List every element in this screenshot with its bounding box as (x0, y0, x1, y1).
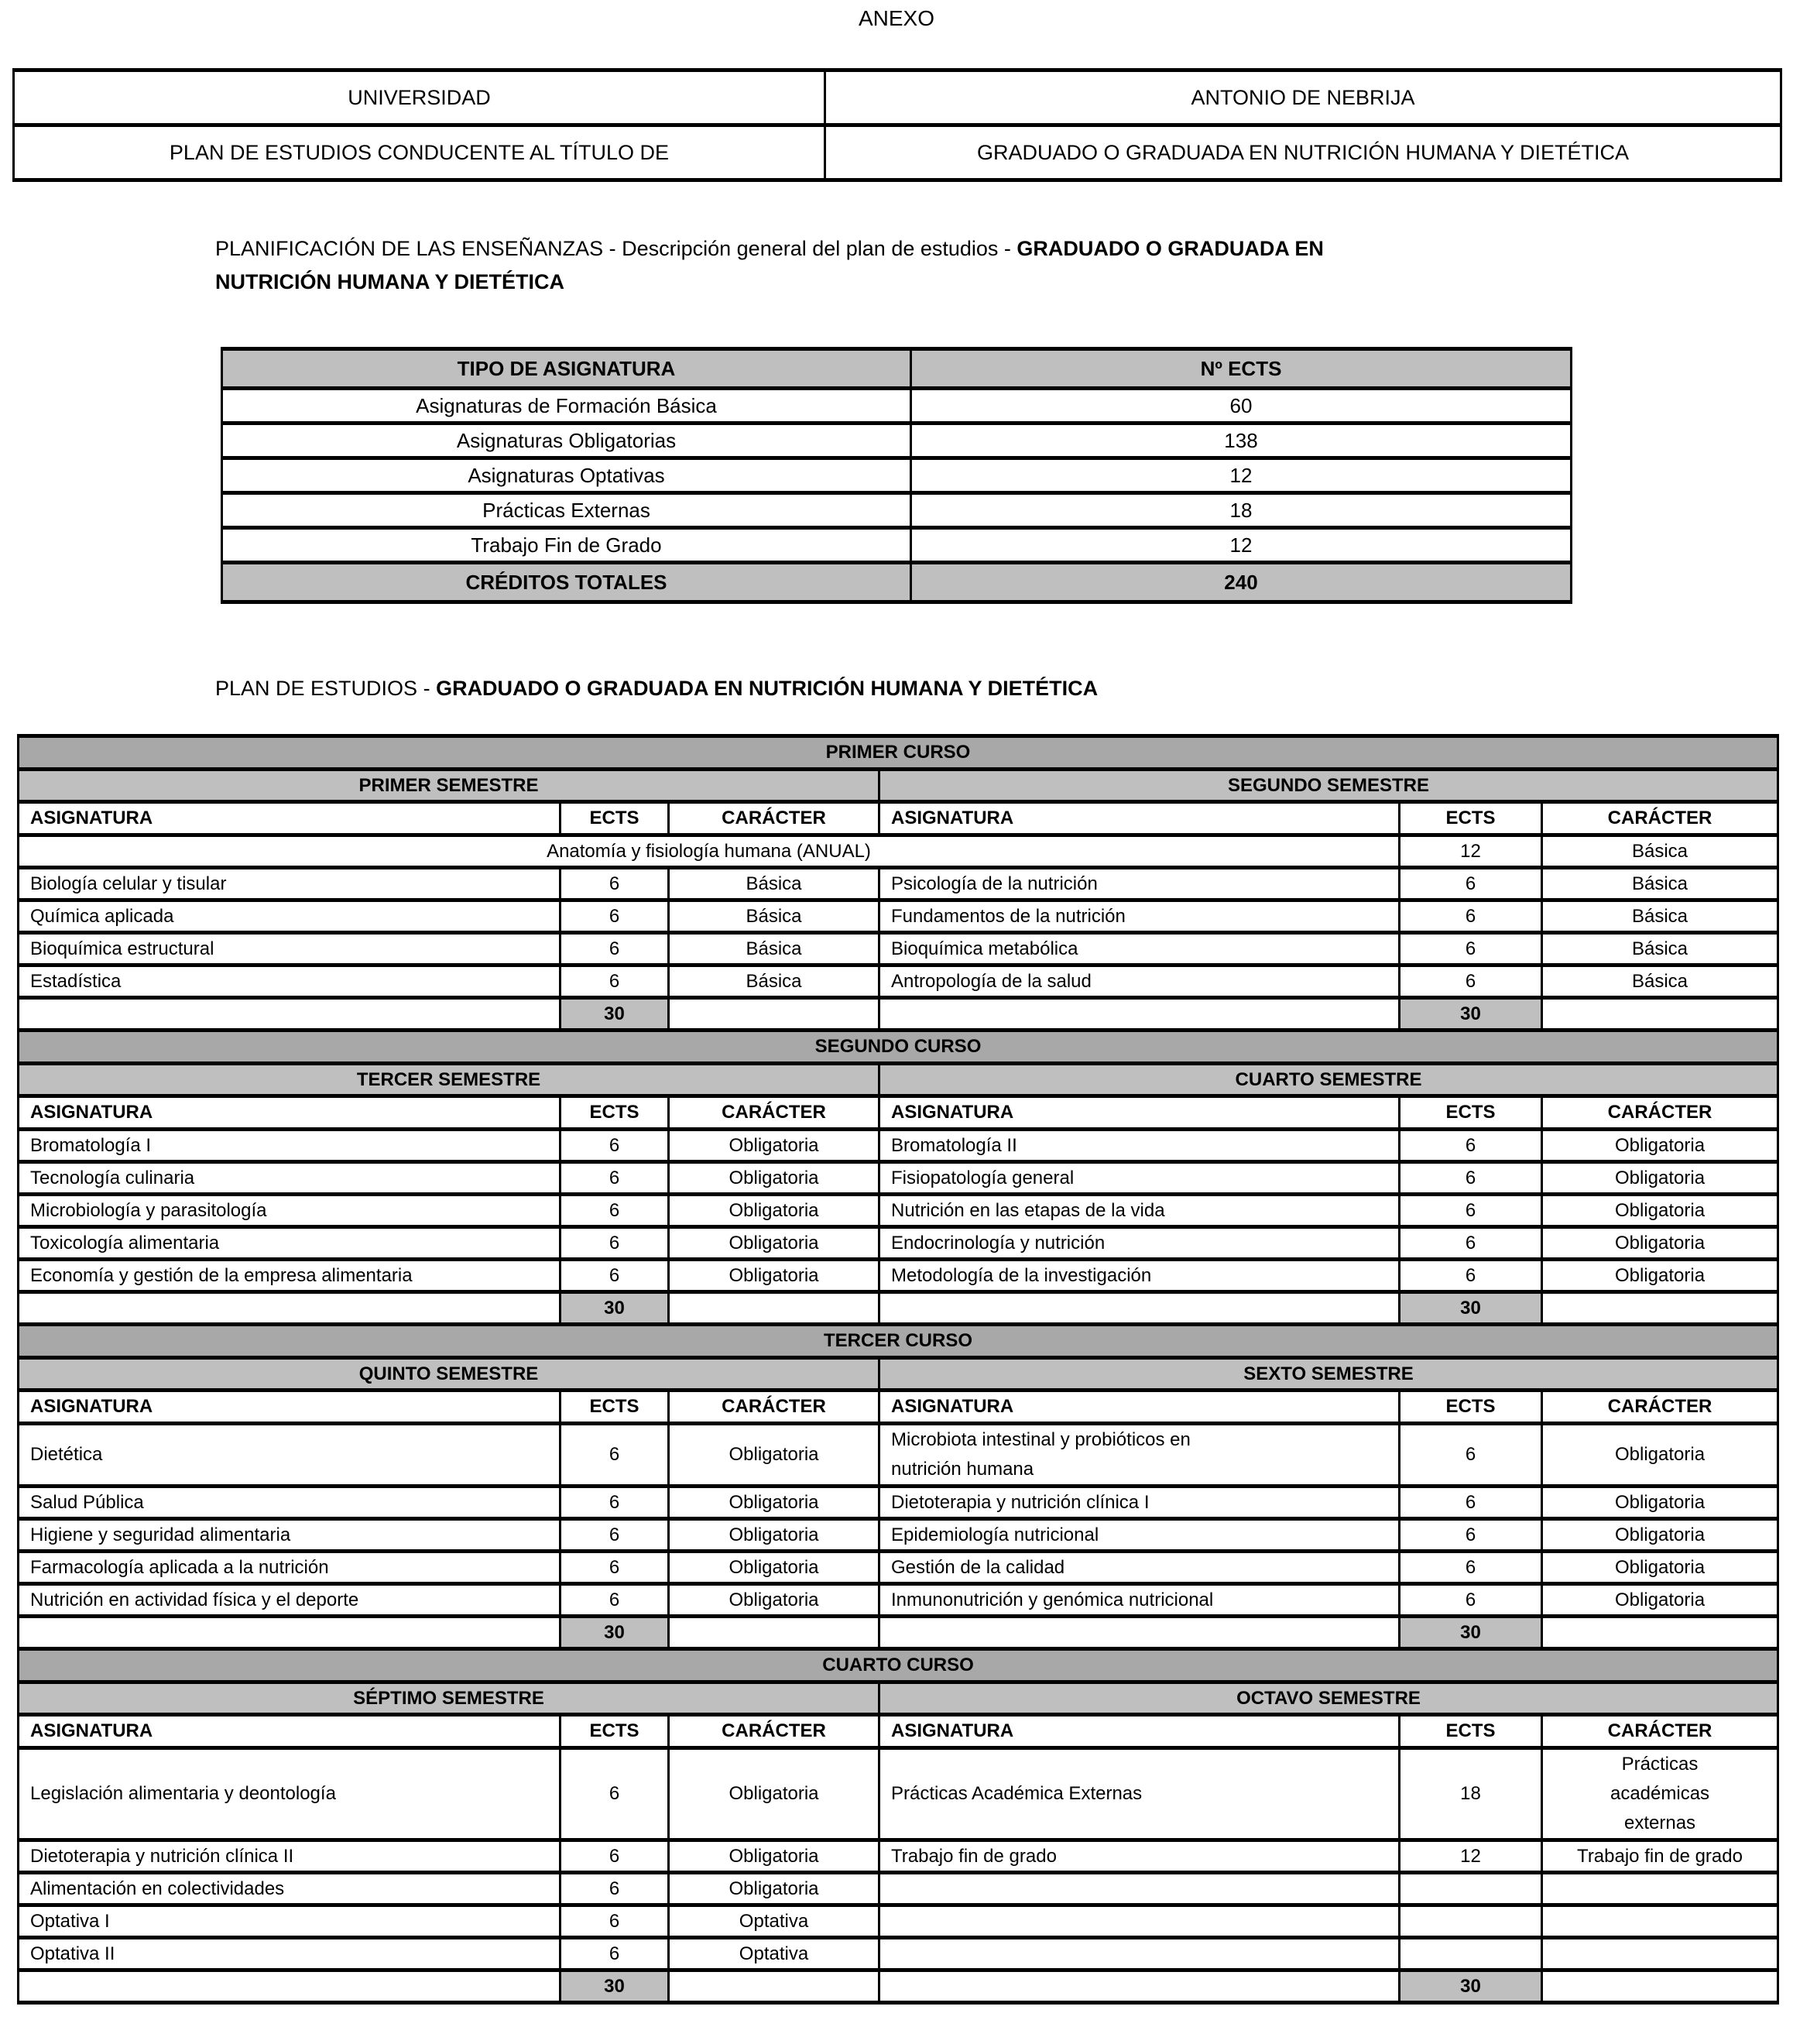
subject-cell: Bioquímica estructural (19, 933, 561, 965)
subject-cell: Tecnología culinaria (19, 1162, 561, 1195)
ects-cell: 60 (911, 389, 1572, 424)
ects-cell: 6 (561, 868, 669, 900)
subject-row (19, 1748, 1778, 1840)
caracter-cell: Obligatoria (669, 1424, 879, 1487)
subject-cell: Dietoterapia y nutrición clínica II (19, 1840, 561, 1873)
ects-cell: 6 (1400, 1424, 1542, 1487)
empty-cell (879, 1617, 1400, 1649)
ects-cell: 6 (561, 965, 669, 998)
ects-cell: 6 (561, 1260, 669, 1292)
subject-row (19, 1519, 1778, 1552)
subject-row (19, 1584, 1778, 1617)
ects-cell: 6 (561, 1519, 669, 1552)
empty-cell (19, 1617, 561, 1649)
subject-row (19, 1195, 1778, 1227)
ects-cell: 6 (561, 1130, 669, 1162)
subject-cell: Nutrición en las etapas de la vida (879, 1195, 1400, 1227)
caracter-cell: Básica (1542, 900, 1778, 933)
caracter-header-cell: CARÁCTER (669, 1096, 879, 1130)
caracter-cell: Obligatoria (1542, 1227, 1778, 1260)
caracter-cell (1542, 1905, 1778, 1938)
course-band-row (19, 1031, 1778, 1064)
caracter-cell: Obligatoria (669, 1130, 879, 1162)
ects-header-cell: ECTS (561, 1391, 669, 1424)
ects-cell: 6 (1400, 1227, 1542, 1260)
ects-cell: 6 (561, 1195, 669, 1227)
subject-cell (879, 1938, 1400, 1970)
caracter-text: Prácticas académicas externas (1610, 1754, 1710, 1833)
subject-cell: Gestión de la calidad (879, 1552, 1400, 1584)
ects-header-cell: ECTS (561, 1715, 669, 1748)
empty-cell (669, 1970, 879, 2003)
ects-cell: 6 (1400, 1130, 1542, 1162)
asignatura-header-cell: ASIGNATURA (19, 802, 561, 835)
semester-total-row (19, 1292, 1778, 1325)
caracter-cell: Obligatoria (669, 1873, 879, 1905)
ects-cell: 6 (1400, 965, 1542, 998)
ects-cell: 6 (1400, 1584, 1542, 1617)
empty-cell (879, 1292, 1400, 1325)
caracter-cell: Básica (669, 868, 879, 900)
subject-cell (879, 1424, 1400, 1487)
caracter-cell: Obligatoria (669, 1584, 879, 1617)
plan-value-cell: GRADUADO O GRADUADA EN NUTRICIÓN HUMANA Y DIETÉTICA (825, 125, 1781, 180)
ects-cell (1400, 1873, 1542, 1905)
subject-row (19, 1905, 1778, 1938)
semester-title-right: SEGUNDO SEMESTRE (879, 770, 1778, 802)
caracter-cell: Obligatoria (669, 1519, 879, 1552)
subject-cell: Epidemiología nutricional (879, 1519, 1400, 1552)
university-label-cell: UNIVERSIDAD (14, 70, 825, 125)
subject-cell: Metodología de la investigación (879, 1260, 1400, 1292)
semester-title-left: PRIMER SEMESTRE (19, 770, 879, 802)
ects-cell: 12 (1400, 835, 1542, 868)
total-ects-cell: 30 (561, 1617, 669, 1649)
subject-cell: Prácticas Académica Externas (879, 1748, 1400, 1840)
subject-row (19, 1162, 1778, 1195)
ects-cell: 6 (561, 933, 669, 965)
ects-cell: 6 (561, 1873, 669, 1905)
ects-header-cell: ECTS (561, 1096, 669, 1130)
ects-cell: 138 (911, 424, 1572, 458)
ects-cell: 18 (1400, 1748, 1542, 1840)
semester-title-left: SÉPTIMO SEMESTRE (19, 1682, 879, 1715)
subject-cell: Legislación alimentaria y deontología (19, 1748, 561, 1840)
tipo-cell: Prácticas Externas (222, 493, 911, 528)
ects-cell: 18 (911, 493, 1572, 528)
caracter-cell: Básica (669, 933, 879, 965)
caracter-cell: Básica (1542, 868, 1778, 900)
total-ects-cell: 30 (561, 1970, 669, 2003)
caracter-cell: Obligatoria (669, 1195, 879, 1227)
empty-cell (879, 1970, 1400, 2003)
caracter-cell (1542, 1748, 1778, 1840)
subject-row (19, 933, 1778, 965)
subject-cell: Endocrinología y nutrición (879, 1227, 1400, 1260)
course-band-row (19, 736, 1778, 770)
total-ects-cell: 30 (561, 998, 669, 1031)
asignatura-header-cell: ASIGNATURA (879, 1715, 1400, 1748)
column-header-row (19, 1391, 1778, 1424)
subject-row (19, 1840, 1778, 1873)
caracter-cell: Obligatoria (1542, 1195, 1778, 1227)
caracter-cell (1542, 1873, 1778, 1905)
tipo-cell: Trabajo Fin de Grado (222, 528, 911, 563)
subject-row (19, 1487, 1778, 1519)
subject-cell: Anatomía y fisiología humana (ANUAL) (19, 835, 1400, 868)
ects-cell: 6 (561, 1487, 669, 1519)
empty-cell (1542, 1970, 1778, 2003)
ects-cell: 12 (911, 528, 1572, 563)
table-row (14, 125, 1781, 180)
ects-cell: 6 (561, 1162, 669, 1195)
semester-title-right: SEXTO SEMESTRE (879, 1358, 1778, 1391)
subject-row (19, 900, 1778, 933)
empty-cell (1542, 1292, 1778, 1325)
caracter-header-cell: CARÁCTER (669, 802, 879, 835)
heading-normal-text: PLAN DE ESTUDIOS - (215, 677, 437, 700)
table-row (222, 493, 1572, 528)
subject-cell: Bromatología I (19, 1130, 561, 1162)
course-title: CUARTO CURSO (19, 1649, 1778, 1682)
caracter-cell: Obligatoria (669, 1748, 879, 1840)
subject-cell: Inmunonutrición y genómica nutricional (879, 1584, 1400, 1617)
ects-cell: 6 (561, 1840, 669, 1873)
caracter-cell: Obligatoria (1542, 1487, 1778, 1519)
semester-title-right: CUARTO SEMESTRE (879, 1064, 1778, 1096)
caracter-cell: Básica (1542, 933, 1778, 965)
total-ects-cell: 30 (1400, 1970, 1542, 2003)
ects-cell: 6 (561, 1748, 669, 1840)
subject-cell: Bioquímica metabólica (879, 933, 1400, 965)
asignatura-header-cell: ASIGNATURA (19, 1096, 561, 1130)
caracter-cell: Optativa (669, 1905, 879, 1938)
column-header-row (19, 1096, 1778, 1130)
tipo-cell: Asignaturas Optativas (222, 458, 911, 493)
empty-cell (669, 1292, 879, 1325)
ects-cell: 12 (911, 458, 1572, 493)
subject-cell: Toxicología alimentaria (19, 1227, 561, 1260)
subject-row (19, 1938, 1778, 1970)
table-row (222, 458, 1572, 493)
ects-summary-table (221, 347, 1572, 604)
ects-cell: 6 (1400, 868, 1542, 900)
ects-cell: 6 (1400, 1162, 1542, 1195)
ects-cell: 6 (1400, 1519, 1542, 1552)
plan-label-cell: PLAN DE ESTUDIOS CONDUCENTE AL TÍTULO DE (14, 125, 825, 180)
table-row (222, 424, 1572, 458)
ects-header-cell: ECTS (561, 802, 669, 835)
semester-title-left: QUINTO SEMESTRE (19, 1358, 879, 1391)
subject-cell: Estadística (19, 965, 561, 998)
subject-row (19, 1424, 1778, 1487)
subject-cell: Bromatología II (879, 1130, 1400, 1162)
caracter-cell (1542, 1938, 1778, 1970)
university-value-cell: ANTONIO DE NEBRIJA (825, 70, 1781, 125)
semester-total-row (19, 998, 1778, 1031)
subject-cell: Dietética (19, 1424, 561, 1487)
heading-bold-text: GRADUADO O GRADUADA EN NUTRICIÓN HUMANA Y DIETÉTICA (215, 237, 1324, 293)
total-value-cell: 240 (911, 563, 1572, 602)
subject-cell: Biología celular y tisular (19, 868, 561, 900)
ects-cell: 6 (1400, 1552, 1542, 1584)
caracter-cell: Trabajo fin de grado (1542, 1840, 1778, 1873)
semester-title-left: TERCER SEMESTRE (19, 1064, 879, 1096)
subject-row (19, 868, 1778, 900)
tipo-header-cell: TIPO DE ASIGNATURA (222, 349, 911, 389)
ects-cell: 6 (1400, 1487, 1542, 1519)
ects-cell: 6 (561, 1227, 669, 1260)
empty-cell (1542, 998, 1778, 1031)
semester-band-row (19, 770, 1778, 802)
caracter-cell: Básica (1542, 835, 1778, 868)
ects-cell: 6 (561, 1905, 669, 1938)
caracter-cell: Optativa (669, 1938, 879, 1970)
heading-bold-text: GRADUADO O GRADUADA EN NUTRICIÓN HUMANA Y DIETÉTICA (436, 677, 1099, 700)
course-title: SEGUNDO CURSO (19, 1031, 1778, 1064)
ects-header-cell: ECTS (1400, 1715, 1542, 1748)
heading-normal-text: PLANIFICACIÓN DE LAS ENSEÑANZAS - Descripción general del plan de estudios - (215, 237, 1017, 260)
ects-cell: 6 (1400, 1195, 1542, 1227)
total-label-cell: CRÉDITOS TOTALES (222, 563, 911, 602)
ects-cell: 6 (561, 1584, 669, 1617)
subject-cell: Salud Pública (19, 1487, 561, 1519)
ects-cell: 6 (561, 1552, 669, 1584)
tipo-cell: Asignaturas de Formación Básica (222, 389, 911, 424)
caracter-header-cell: CARÁCTER (1542, 802, 1778, 835)
caracter-cell: Obligatoria (669, 1487, 879, 1519)
total-ects-cell: 30 (1400, 1292, 1542, 1325)
subject-cell: Química aplicada (19, 900, 561, 933)
caracter-cell: Obligatoria (1542, 1162, 1778, 1195)
semester-total-row (19, 1617, 1778, 1649)
tipo-cell: Asignaturas Obligatorias (222, 424, 911, 458)
table-row (222, 389, 1572, 424)
caracter-cell: Obligatoria (669, 1552, 879, 1584)
column-header-row (19, 1715, 1778, 1748)
subject-row (19, 1260, 1778, 1292)
ects-cell: 6 (1400, 933, 1542, 965)
annual-subject-row (19, 835, 1778, 868)
course-band-row (19, 1649, 1778, 1682)
total-ects-cell: 30 (1400, 1617, 1542, 1649)
ects-header-cell: ECTS (1400, 1096, 1542, 1130)
empty-cell (669, 1617, 879, 1649)
caracter-header-cell: CARÁCTER (1542, 1391, 1778, 1424)
subject-row (19, 1873, 1778, 1905)
course-title: PRIMER CURSO (19, 736, 1778, 770)
subject-cell: Antropología de la salud (879, 965, 1400, 998)
asignatura-header-cell: ASIGNATURA (879, 1096, 1400, 1130)
ects-total-row (222, 563, 1572, 602)
empty-cell (1542, 1617, 1778, 1649)
asignatura-header-cell: ASIGNATURA (879, 802, 1400, 835)
ects-cell: 6 (561, 900, 669, 933)
subject-row (19, 1130, 1778, 1162)
subject-text: Microbiota intestinal y probióticos en nutrición humana (891, 1429, 1191, 1480)
ects-cell: 6 (1400, 1260, 1542, 1292)
semester-band-row (19, 1064, 1778, 1096)
ects-cell: 6 (561, 1424, 669, 1487)
ects-cell (1400, 1938, 1542, 1970)
subject-row (19, 965, 1778, 998)
caracter-header-cell: CARÁCTER (1542, 1715, 1778, 1748)
subject-cell: Microbiología y parasitología (19, 1195, 561, 1227)
caracter-cell: Básica (669, 900, 879, 933)
subject-cell: Psicología de la nutrición (879, 868, 1400, 900)
caracter-cell: Obligatoria (1542, 1130, 1778, 1162)
asignatura-header-cell: ASIGNATURA (19, 1715, 561, 1748)
course-title: TERCER CURSO (19, 1325, 1778, 1358)
subject-cell: Fisiopatología general (879, 1162, 1400, 1195)
subject-cell: Farmacología aplicada a la nutrición (19, 1552, 561, 1584)
subject-cell: Fundamentos de la nutrición (879, 900, 1400, 933)
course-band-row (19, 1325, 1778, 1358)
caracter-cell: Básica (1542, 965, 1778, 998)
total-ects-cell: 30 (1400, 998, 1542, 1031)
subject-row (19, 1552, 1778, 1584)
asignatura-header-cell: ASIGNATURA (879, 1391, 1400, 1424)
table-row (14, 70, 1781, 125)
subject-cell: Dietoterapia y nutrición clínica I (879, 1487, 1400, 1519)
ects-cell (1400, 1905, 1542, 1938)
subject-cell: Trabajo fin de grado (879, 1840, 1400, 1873)
empty-cell (19, 998, 561, 1031)
total-ects-cell: 30 (561, 1292, 669, 1325)
semester-total-row (19, 1970, 1778, 2003)
caracter-cell: Obligatoria (669, 1162, 879, 1195)
table-header-row (222, 349, 1572, 389)
ects-header-cell: ECTS (1400, 1391, 1542, 1424)
caracter-cell: Obligatoria (1542, 1260, 1778, 1292)
caracter-header-cell: CARÁCTER (669, 1715, 879, 1748)
document-title: ANEXO (858, 6, 935, 30)
empty-cell (879, 998, 1400, 1031)
title-header-table (12, 68, 1782, 182)
subject-cell: Nutrición en actividad física y el deporte (19, 1584, 561, 1617)
caracter-header-cell: CARÁCTER (669, 1391, 879, 1424)
curriculum-table (17, 734, 1779, 2005)
empty-cell (19, 1970, 561, 2003)
semester-band-row (19, 1358, 1778, 1391)
ects-header-cell: ECTS (1400, 802, 1542, 835)
caracter-header-cell: CARÁCTER (1542, 1096, 1778, 1130)
ects-header-cell: Nº ECTS (911, 349, 1572, 389)
caracter-cell: Obligatoria (669, 1840, 879, 1873)
subject-row (19, 1227, 1778, 1260)
caracter-cell: Obligatoria (669, 1260, 879, 1292)
subject-cell: Alimentación en colectividades (19, 1873, 561, 1905)
caracter-cell: Obligatoria (669, 1227, 879, 1260)
table-row (222, 528, 1572, 563)
subject-cell (879, 1873, 1400, 1905)
semester-title-right: OCTAVO SEMESTRE (879, 1682, 1778, 1715)
ects-cell: 6 (561, 1938, 669, 1970)
caracter-cell: Obligatoria (1542, 1519, 1778, 1552)
caracter-cell: Básica (669, 965, 879, 998)
empty-cell (669, 998, 879, 1031)
planificacion-heading (215, 232, 1423, 299)
subject-cell: Optativa II (19, 1938, 561, 1970)
subject-cell: Higiene y seguridad alimentaria (19, 1519, 561, 1552)
plan-heading (215, 672, 1686, 705)
semester-band-row (19, 1682, 1778, 1715)
asignatura-header-cell: ASIGNATURA (19, 1391, 561, 1424)
caracter-cell: Obligatoria (1542, 1584, 1778, 1617)
subject-cell: Economía y gestión de la empresa alimentaria (19, 1260, 561, 1292)
empty-cell (19, 1292, 561, 1325)
caracter-cell: Obligatoria (1542, 1552, 1778, 1584)
subject-cell (879, 1905, 1400, 1938)
ects-cell: 12 (1400, 1840, 1542, 1873)
subject-cell: Optativa I (19, 1905, 561, 1938)
caracter-cell: Obligatoria (1542, 1424, 1778, 1487)
column-header-row (19, 802, 1778, 835)
ects-cell: 6 (1400, 900, 1542, 933)
